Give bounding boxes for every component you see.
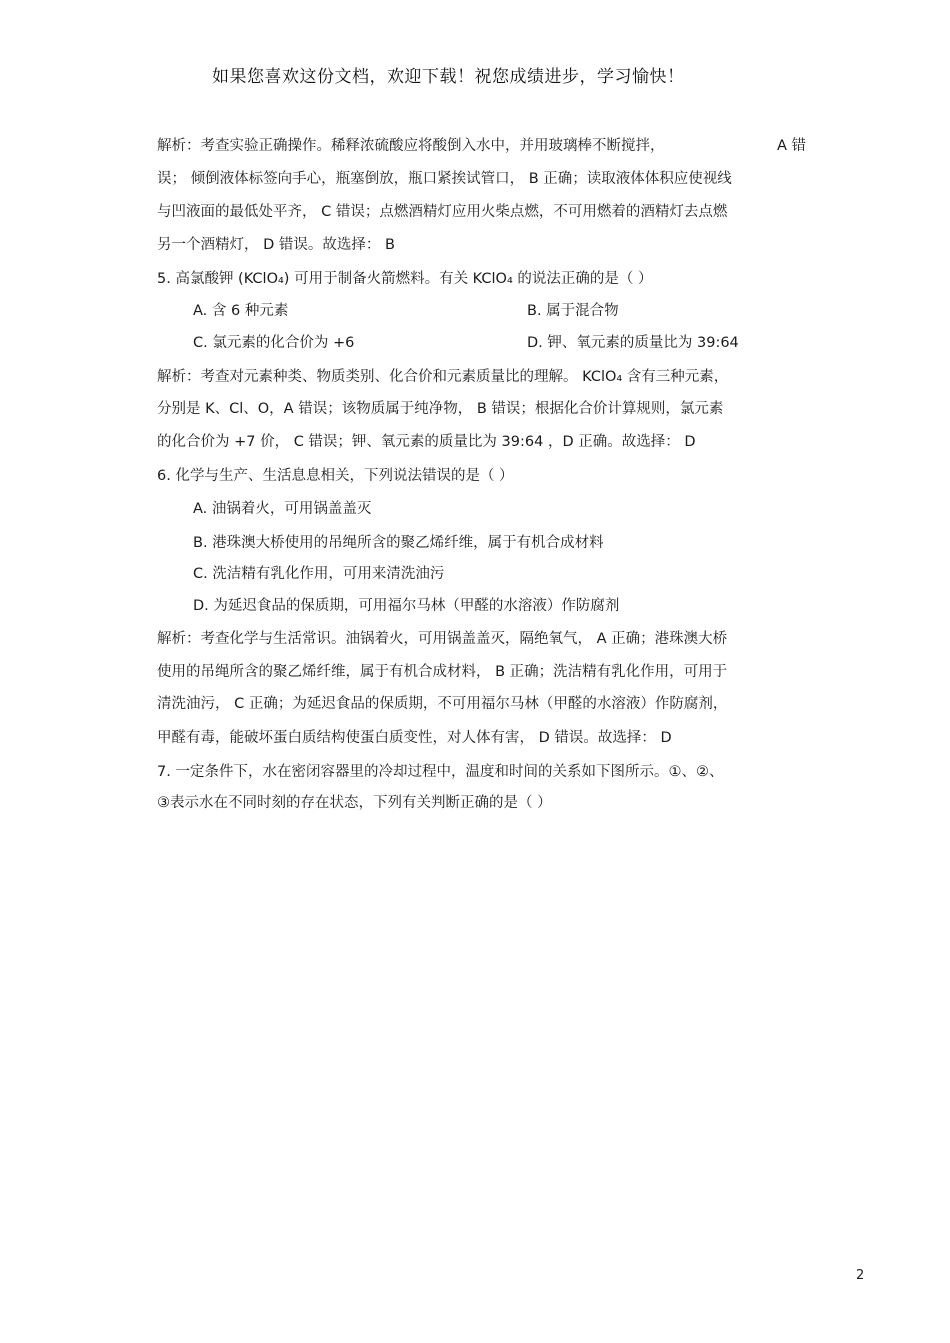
q4-analysis-line-4: 另一个酒精灯， D 错误。故选择： B xyxy=(157,237,395,253)
q6-analysis-line-4: 甲醛有毒，能破坏蛋白质结构使蛋白质变性，对人体有害， D 错误。故选择： D xyxy=(157,730,672,746)
q4-analysis-line-1-tail: A 错 xyxy=(777,138,807,154)
q6-option-c: C. 洗洁精有乳化作用，可用来清洗油污 xyxy=(193,566,445,582)
q7-line-2: ③表示水在不同时刻的存在状态，下列有关判断正确的是（ ） xyxy=(157,795,552,811)
q4-analysis-line-3: 与凹液面的最低处平齐， C 错误；点燃酒精灯应用火柴点燃，不可用燃着的酒精灯去点燃 xyxy=(157,204,728,220)
q5-option-d: D. 钾、氧元素的质量比为 39:64 xyxy=(527,335,739,351)
q4-analysis-line-1: 解析：考查实验正确操作。稀释浓硫酸应将酸倒入水中，并用玻璃棒不断搅拌， xyxy=(157,138,665,154)
q6-option-d: D. 为延迟食品的保质期，可用福尔马林（甲醛的水溶液）作防腐剂 xyxy=(193,598,620,614)
q5-analysis-line-2: 分别是 K、Cl、O，A 错误；该物质属于纯净物， B 错误；根据化合价计算规则，氯元素 xyxy=(157,401,724,417)
q7-line-1: 7. 一定条件下，水在密闭容器里的冷却过程中，温度和时间的关系如下图所示。①、②、 xyxy=(157,764,724,780)
q6-analysis-line-2: 使用的吊绳所含的聚乙烯纤维，属于有机合成材料， B 正确；洗洁精有乳化作用，可用于 xyxy=(157,664,728,680)
page-number: 2 xyxy=(856,1268,865,1283)
q5-stem: 5. 高氯酸钾 (KClO₄) 可用于制备火箭燃料。有关 KClO₄ 的说法正确的是（ ） xyxy=(157,271,653,287)
q5-option-c: C. 氯元素的化合价为 +6 xyxy=(193,335,355,351)
page-header: 如果您喜欢这份文档，欢迎下载！祝您成绩进步，学习愉快！ xyxy=(212,67,685,87)
q6-analysis-line-3: 清洗油污， C 正确；为延迟食品的保质期，不可用福尔马林（甲醛的水溶液）作防腐剂， xyxy=(157,696,728,712)
q5-option-b: B. 属于混合物 xyxy=(527,303,619,319)
q6-stem: 6. 化学与生产、生活息息相关，下列说法错误的是（ ） xyxy=(157,468,514,484)
q5-analysis-line-1: 解析：考查对元素种类、物质类别、化合价和元素质量比的理解。 KClO₄ 含有三种元素， xyxy=(157,369,729,385)
q6-option-b: B. 港珠澳大桥使用的吊绳所含的聚乙烯纤维，属于有机合成材料 xyxy=(193,535,604,551)
q4-analysis-line-2: 误； 倾倒液体标签向手心，瓶塞倒放，瓶口紧挨试管口， B 正确；读取液体体积应使视线 xyxy=(157,171,732,187)
q6-analysis-line-1: 解析：考查化学与生活常识。油锅着火，可用锅盖盖灭，隔绝氧气， A 正确；港珠澳大桥 xyxy=(157,631,728,647)
q6-option-a: A. 油锅着火，可用锅盖盖灭 xyxy=(193,501,372,517)
q5-option-a: A. 含 6 种元素 xyxy=(193,303,289,319)
q5-analysis-line-3: 的化合价为 +7 价， C 错误；钾、氧元素的质量比为 39:64 ，D 正确。故选择： D xyxy=(157,434,696,450)
